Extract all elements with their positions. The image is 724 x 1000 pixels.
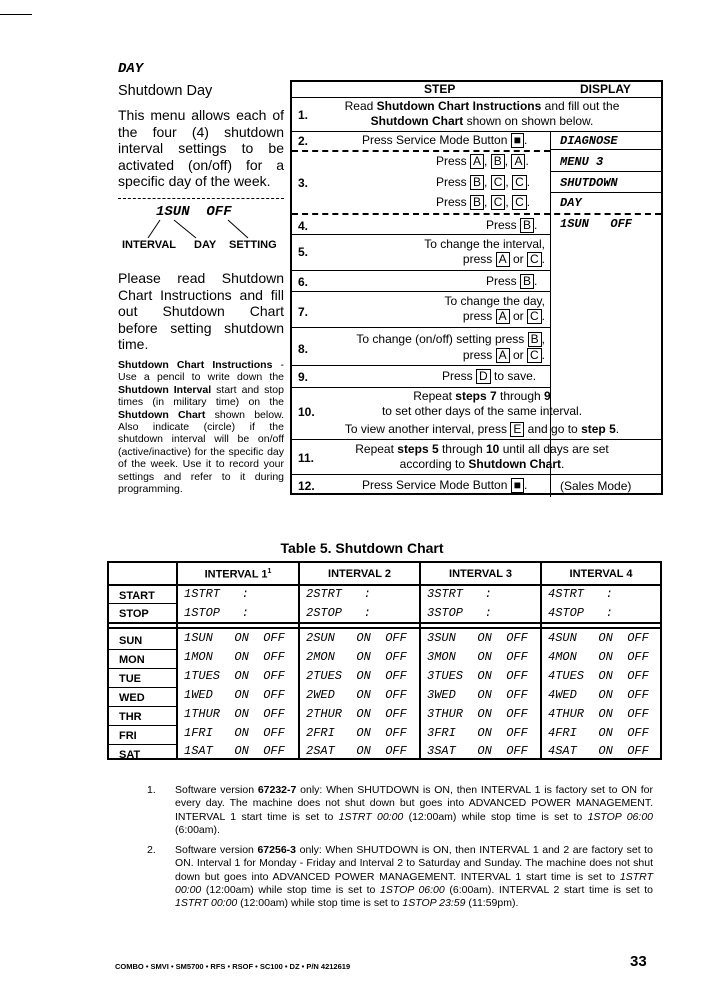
day-cell: 1FRI ON OFF (184, 726, 285, 740)
text: (12:00am) while stop time is set to (201, 883, 380, 896)
step-number: 6. (298, 275, 309, 289)
day-cell: 4WED ON OFF (548, 688, 649, 702)
column-rule (176, 563, 178, 758)
day-cell: 1MON ON OFF (184, 650, 285, 664)
key-b: B (528, 332, 542, 347)
italic-text: 1STOP 06:00 (587, 810, 653, 823)
step-10-text (312, 389, 652, 419)
header-interval-2: INTERVAL 2 (328, 568, 391, 580)
text: press (462, 309, 493, 323)
display-diagram (118, 198, 284, 256)
footnote-1 (175, 784, 653, 837)
row-rule (292, 234, 550, 235)
day-cell: 1SAT ON OFF (184, 744, 285, 758)
step-3b-text (436, 175, 530, 190)
text: or (512, 348, 524, 362)
row-rule (292, 365, 550, 366)
display-day: DAY (560, 196, 582, 210)
step-10b-text (312, 422, 652, 437)
row-label-day: MON (119, 654, 145, 666)
text: Software version (175, 784, 258, 796)
text: . (526, 195, 531, 209)
column-rule (540, 563, 542, 758)
section-rule (109, 622, 660, 624)
text: To view another interval, press (344, 422, 507, 436)
day-cell: 3THUR ON OFF (427, 707, 528, 721)
bold-text: 9 (544, 389, 551, 403)
step-7-text (312, 294, 545, 324)
day-cell: 2MON ON OFF (306, 650, 407, 664)
key-c: C (527, 309, 542, 324)
label-day: DAY (194, 239, 217, 251)
step-display-divider (550, 477, 551, 497)
text: . (615, 422, 620, 436)
header-interval-3: INTERVAL 3 (449, 568, 512, 580)
step-12-text (362, 478, 527, 493)
day-cell: 4FRI ON OFF (548, 726, 649, 740)
step-number: 1. (298, 108, 309, 122)
step-number: 12. (298, 479, 315, 493)
label-setting: SETTING (229, 239, 277, 251)
bold-text: Shutdown Chart (370, 114, 464, 128)
day-cell: 2TUES ON OFF (306, 669, 407, 683)
row-rule (109, 706, 176, 707)
step-number: 8. (298, 342, 309, 356)
italic-text: 1STOP 23:59 (402, 897, 466, 910)
text: , (484, 175, 488, 189)
italic-text: 1STRT 00:00 (175, 870, 653, 896)
text: . (541, 348, 545, 362)
text: Repeat (355, 442, 398, 456)
key-d: D (476, 369, 491, 384)
text: only: When SHUTDOWN is ON, then INTERVAL 1 and 2 are factory set to ON. Interval 1 for Monday - Friday and Interval 2 to Saturday and Sunday. The machine does not shut down but goes into ADVANCED POWER MANAGEMENT. INTERVAL 1 start time is set to (175, 844, 653, 883)
step-2-text (362, 133, 527, 148)
text: To change the interval, (424, 237, 545, 251)
text: . (524, 133, 528, 147)
row-dashed-rule (292, 150, 550, 152)
text: Read (344, 99, 377, 113)
text: , (505, 195, 509, 209)
italic-text: 1STRT 00:00 (338, 810, 404, 823)
key-c: C (512, 175, 527, 190)
day-cell: 2WED ON OFF (306, 688, 407, 702)
row-rule (292, 270, 550, 271)
day-cell: 4THUR ON OFF (548, 707, 649, 721)
bold-text: Shutdown Chart Instructions (376, 99, 542, 113)
text: Press (436, 154, 467, 168)
step-1-text (312, 99, 652, 129)
step-number: 7. (298, 305, 309, 319)
italic-text: 1STOP 06:00 (380, 883, 445, 896)
bold-text: steps 7 (455, 389, 497, 403)
start-cell: 3STRT : (427, 587, 492, 601)
instructions-text: - Use a pencil to write down the (118, 359, 285, 384)
row-rule (109, 649, 176, 650)
intro-paragraph: This menu allows each of the four (4) shutdown interval settings to be activated (on/off) for a specific day of the week. (118, 107, 284, 189)
row-label-day: FRI (119, 730, 137, 742)
day-cell: 2THUR ON OFF (306, 707, 407, 721)
instructions-text: start and stop times (in military time) on the (118, 383, 284, 409)
step-number: 10. (298, 405, 315, 419)
text: . (534, 218, 538, 232)
text: to set other days of the same interval. (381, 404, 583, 418)
header-display: DISPLAY (580, 82, 631, 96)
day-cell: 3TUES ON OFF (427, 669, 528, 683)
day-cell: 1SUN ON OFF (184, 631, 285, 645)
step-3c-text (436, 195, 530, 210)
table-caption: Table 5. Shutdown Chart (280, 540, 444, 556)
read-instructions-paragraph: Please read Shutdown Chart Instructions and fill out Shutdown Chart before setting shutdown time. (118, 270, 284, 352)
text: press (462, 252, 493, 266)
step-number: 5. (298, 245, 309, 259)
key-b: B (520, 218, 534, 233)
text: , (484, 154, 488, 168)
day-cell: 1TUES ON OFF (184, 669, 285, 683)
footnote-number: 1. (147, 784, 156, 796)
text: Press (436, 195, 467, 209)
step-8-text (312, 331, 545, 363)
text: (6:00am). (175, 823, 220, 836)
text: (11:59pm). (465, 897, 519, 910)
text: only: When SHUTDOWN is ON, then INTERVAL 1 is factory set to ON for every day. The machine does not shut down but goes into ADVANCED POWER MANAGEMENT. INTERVAL 1 start time is set to (175, 784, 653, 823)
key-a: A (496, 309, 510, 324)
text: . (524, 478, 528, 492)
row-rule (292, 291, 550, 292)
key-a: A (496, 252, 510, 267)
day-cell: 1THUR ON OFF (184, 707, 285, 721)
step-4-text (486, 218, 537, 233)
stop-cell: 4STOP : (548, 606, 613, 620)
top-margin-line (0, 14, 32, 15)
step-display-table (290, 80, 663, 495)
key-c: C (491, 175, 506, 190)
row-rule (550, 171, 661, 172)
text: . (561, 457, 565, 471)
display-sales-mode: (Sales Mode) (560, 479, 632, 493)
row-label-day: TUE (119, 673, 141, 685)
step-3a-text (436, 154, 529, 169)
key-b: B (470, 175, 484, 190)
text: according to (399, 457, 469, 471)
row-rule (109, 668, 176, 669)
row-rule (292, 439, 661, 440)
step-number: 9. (298, 370, 309, 384)
day-cell: 1WED ON OFF (184, 688, 285, 702)
key-a: A (511, 154, 525, 169)
text: through (438, 442, 486, 456)
key-a: A (496, 348, 510, 363)
text: . (534, 274, 538, 288)
row-label-start: START (119, 590, 155, 602)
key-b: B (520, 274, 534, 289)
text: To change (on/off) setting press (356, 332, 525, 346)
text: . (541, 309, 545, 323)
header-step: STEP (424, 82, 456, 96)
bold-text: steps 5 (397, 442, 439, 456)
text: Press (436, 175, 467, 189)
start-cell: 4STRT : (548, 587, 613, 601)
day-cell: 4MON ON OFF (548, 650, 649, 664)
key-c: C (527, 348, 542, 363)
text: , (484, 195, 488, 209)
key-b: B (470, 195, 484, 210)
text: and fill out the (541, 99, 620, 113)
step-number: 11. (298, 451, 315, 465)
key-c: C (512, 195, 527, 210)
text: to save. (494, 369, 537, 383)
text: through (496, 389, 545, 403)
day-cell: 4TUES ON OFF (548, 669, 649, 683)
start-cell: 2STRT : (306, 587, 371, 601)
key-e: E (510, 422, 524, 437)
row-rule (109, 603, 176, 604)
display-menu-3: MENU 3 (560, 155, 604, 169)
text: , (504, 154, 509, 168)
display-diagnose: DIAGNOSE (560, 134, 618, 148)
text: Press (486, 274, 517, 288)
instructions-paragraph (118, 359, 284, 495)
display-shutdown: SHUTDOWN (560, 176, 618, 190)
text: Software version (175, 844, 258, 856)
text: . (525, 154, 529, 168)
key-c: C (491, 195, 506, 210)
row-rule (550, 192, 661, 193)
header-text: INTERVAL 1 (204, 568, 268, 581)
text: press (462, 348, 493, 362)
text: shown on shown below. (463, 114, 594, 128)
row-rule (292, 387, 550, 388)
bold-text: 67232-7 (257, 784, 297, 796)
row-rule (550, 149, 661, 150)
label-interval: INTERVAL (122, 239, 176, 251)
header-interval-1 (178, 568, 298, 581)
text: or (512, 309, 524, 323)
day-cell: 4SAT ON OFF (548, 744, 649, 758)
diagram-display: 1SUN OFF (156, 204, 232, 220)
row-label-day: WED (119, 692, 145, 704)
text: or (512, 252, 524, 266)
step-number: 3. (298, 176, 309, 190)
stop-cell: 1STOP : (184, 606, 249, 620)
header-rule (109, 584, 660, 586)
row-label-day: THR (119, 711, 142, 723)
step-5-text (312, 237, 545, 267)
section-rule (109, 627, 660, 629)
step-number: 2. (298, 134, 309, 148)
day-cell: 4SUN ON OFF (548, 631, 649, 645)
text: Press (486, 218, 517, 232)
row-label-day: SAT (119, 749, 141, 761)
day-cell: 2FRI ON OFF (306, 726, 407, 740)
page-number: 33 (630, 953, 647, 970)
text: and go to (527, 422, 582, 436)
day-cell: 3MON ON OFF (427, 650, 528, 664)
footer-models: COMBO • SMVI • SM5700 • RFS • RSOF • SC100 • DZ • P/N 4212619 (115, 962, 351, 971)
text: Press (442, 369, 473, 383)
step-11-text (312, 442, 652, 472)
text: . (541, 252, 545, 266)
section-heading: Shutdown Day (118, 83, 213, 99)
footnote-marker: 1 (267, 568, 272, 575)
text: . (526, 175, 531, 189)
service-mode-button-icon: ■ (511, 133, 524, 148)
text: until all days are set (499, 442, 609, 456)
bold-text: Shutdown Chart (468, 457, 562, 471)
day-cell: 3SUN ON OFF (427, 631, 528, 645)
key-b: B (491, 154, 505, 169)
header-interval-4: INTERVAL 4 (569, 568, 633, 580)
bold-text: 67256-3 (257, 844, 297, 856)
key-a: A (470, 154, 484, 169)
row-rule (292, 131, 661, 132)
row-rule (109, 687, 176, 688)
row-rule (109, 744, 176, 745)
header-rule (292, 97, 661, 98)
display-1sun-off: 1SUN OFF (560, 217, 633, 231)
service-mode-button-icon: ■ (511, 478, 524, 493)
bold-text: 10 (486, 442, 500, 456)
day-cell: 2SUN ON OFF (306, 631, 407, 645)
row-dashed-rule (292, 213, 661, 215)
footnote-2 (175, 844, 653, 910)
text: (12:00am) while stop time is set to (403, 810, 588, 823)
day-cell: 3FRI ON OFF (427, 726, 528, 740)
text: , (505, 175, 509, 189)
text: , (541, 332, 545, 346)
text: Press Service Mode Button (362, 133, 508, 147)
day-cell: 3SAT ON OFF (427, 744, 528, 758)
text: To change the day, (444, 294, 545, 308)
start-cell: 1STRT : (184, 587, 249, 601)
instructions-bold-chart: Shutdown Chart (118, 408, 206, 421)
instructions-bold-interval: Shutdown Interval (118, 383, 212, 396)
row-rule (292, 474, 661, 475)
row-rule (292, 327, 550, 328)
instructions-text: shown below. Also indicate (circle) if the shutdown interval will be on/off (active/inactive) for the specific day of the week. Use it to record your settings and refer to it during programming. (118, 408, 284, 496)
text: (6:00am). INTERVAL 2 start time is set to (444, 883, 654, 896)
bold-text: step 5 (581, 422, 616, 436)
day-cell: 3WED ON OFF (427, 688, 528, 702)
column-rule (298, 563, 300, 758)
stop-cell: 3STOP : (427, 606, 492, 620)
step-9-text (442, 369, 536, 384)
key-c: C (527, 252, 542, 267)
footnote-number: 2. (147, 844, 156, 856)
stop-cell: 2STOP : (306, 606, 371, 620)
instructions-title: Shutdown Chart Instructions (118, 359, 273, 371)
day-heading: DAY (118, 61, 144, 77)
shutdown-chart-table (107, 561, 662, 760)
text: (12:00am) while stop time is set to (237, 897, 403, 910)
column-rule (419, 563, 421, 758)
step-6-text (486, 274, 537, 289)
row-rule (109, 725, 176, 726)
row-label-stop: STOP (119, 608, 149, 620)
row-label-day: SUN (119, 635, 143, 647)
text: Press Service Mode Button (362, 478, 508, 492)
italic-text: 1STRT 00:00 (175, 897, 238, 910)
day-cell: 2SAT ON OFF (306, 744, 407, 758)
text: Repeat (413, 389, 456, 403)
step-number: 4. (298, 219, 309, 233)
